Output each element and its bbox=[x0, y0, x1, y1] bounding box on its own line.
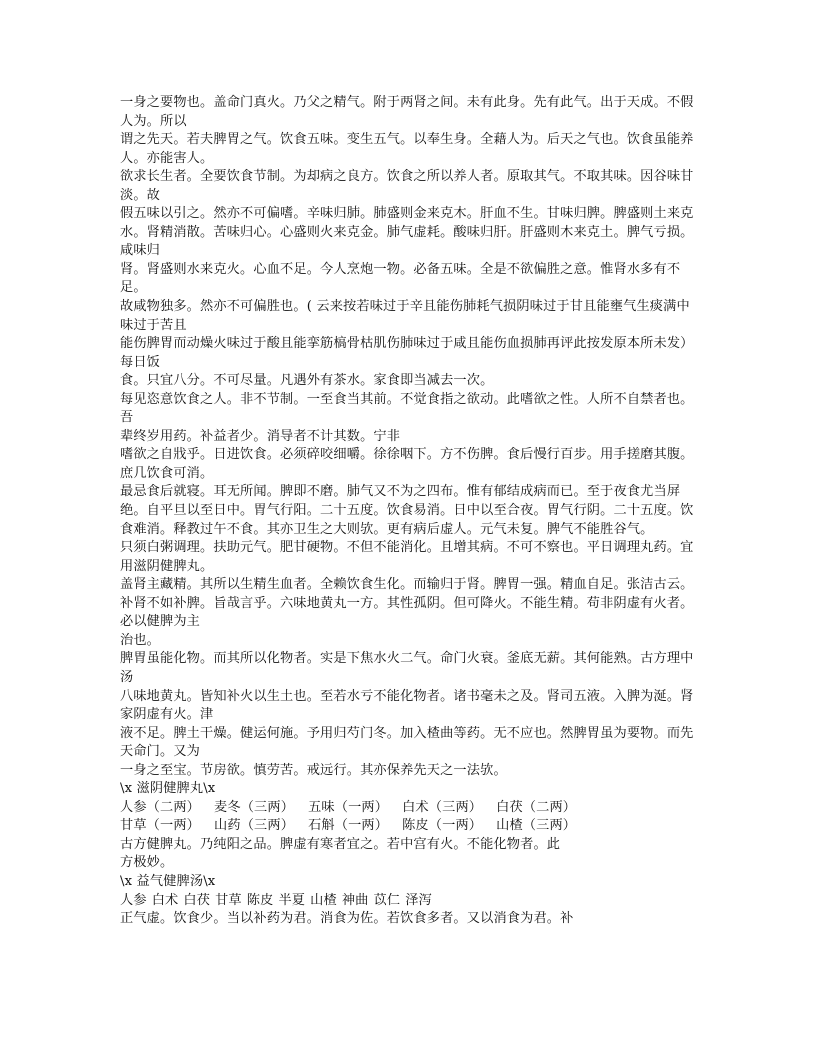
text-line: 辈终岁用药。补益者少。消导者不计其数。宁非 bbox=[120, 428, 401, 444]
formula-heading: \x 益气健脾汤\x bbox=[120, 873, 216, 889]
ingredient-row bbox=[120, 817, 702, 836]
text-line: 每见恣意饮食之人。非不节制。一至食当其前。不觉食指之欲动。此嗜欲之性。人所不自禁者也。吾 bbox=[120, 391, 694, 426]
formula-heading: \x 滋阴健脾丸\x bbox=[120, 781, 216, 797]
formula-note: 正气虚。饮食少。当以补药为君。消食为佐。若饮食多者。又以消食为君。补 bbox=[120, 911, 574, 927]
formula-note: 古方健脾丸。乃纯阳之品。脾虚有寒者宜之。若中宫有火。不能化物者。此 bbox=[120, 836, 561, 852]
ingredient: 陈皮（一两） bbox=[402, 818, 483, 834]
text-line: 一身之至宝。节房欲。慎劳苦。戒远行。其亦保养先天之一法欤。 bbox=[120, 762, 507, 778]
ingredient: 陈皮 bbox=[246, 892, 274, 908]
text-line: 欲求长生者。全要饮食节制。为却病之良方。饮食之所以养人者。原取其气。不取其味。因谷味甘淡。故 bbox=[120, 169, 694, 203]
text-line: 食。只宜八分。不可尽量。凡遇外有茶水。家食即当减去一次。 bbox=[120, 373, 494, 389]
ingredient: 苡仁 bbox=[373, 892, 401, 908]
text-line: 能伤脾胃而动燥火味过于酸且能挛筋槁骨枯肌伤肺味过于咸且能伤血损肺再评此按发原本所未发）每日饭 bbox=[120, 336, 694, 370]
text-line: 八味地黄丸。皆知补火以生土也。至若水亏不能化物者。诸书毫未之及。肾司五液。入脾为涎。肾家阴虚有火。津 bbox=[120, 688, 694, 723]
text-line: 液不足。脾土干燥。健运何施。予用归芍门冬。加入楂曲等药。无不应也。然脾胃虽为要物。而先天命门。又为 bbox=[120, 725, 694, 760]
ingredient: 白术（三两） bbox=[402, 799, 483, 815]
text-line: 故咸物独多。然亦不可偏胜也。( 云来按若味过于辛且能伤肺耗气损阴味过于甘且能壅气生痰满中味过于苦且 bbox=[120, 299, 690, 333]
ingredient: 山药（三两） bbox=[214, 818, 295, 834]
ingredient: 山楂 bbox=[310, 892, 337, 908]
ingredient: 人参 bbox=[120, 892, 147, 908]
ingredient: 人参（二两） bbox=[120, 799, 201, 815]
ingredient: 白茯（二两） bbox=[496, 799, 577, 815]
ingredient: 山楂（三两） bbox=[496, 818, 577, 834]
document-page bbox=[120, 94, 702, 929]
text-line: 一身之要物也。盖命门真火。乃父之精气。附于两肾之间。未有此身。先有此气。出于天成。不假人为。所以 bbox=[120, 95, 694, 129]
text-line: 盖肾主藏精。其所以生精生血者。全赖饮食生化。而输归于肾。脾胃一强。精血自足。张洁古云。补肾不如补脾。旨哉言乎。六味地黄丸一方。其性孤阴。但可降火。不能生精。苟非阴虚有火者。必以健脾为主 bbox=[120, 577, 694, 630]
ingredient: 白茯 bbox=[183, 892, 211, 908]
ingredient: 甘草（一两） bbox=[120, 818, 201, 834]
text-line: 只须白粥调理。扶助元气。肥甘硬物。不但不能消化。且增其病。不可不察也。平日调理丸药。宜用滋阴健脾丸。 bbox=[120, 540, 694, 574]
text-line: 绝。自平旦以至日中。胃气行阳。二十五度。饮食易消。日中以至合夜。胃气行阴。二十五度。饮食难消。释教过午不食。其亦卫生之大则欤。更有病后虚人。元气未复。脾气不能胜谷气。 bbox=[120, 503, 694, 537]
ingredient-row bbox=[120, 799, 702, 818]
ingredient: 五味（一两） bbox=[308, 799, 389, 815]
text-line: 脾胃虽能化物。而其所以化物者。实是下焦水火二气。命门火衰。釜底无薪。其何能熟。古方理中汤 bbox=[120, 651, 694, 685]
ingredient: 泽泻 bbox=[405, 892, 432, 908]
text-line: 谓之先天。若夫脾胃之气。饮食五味。变生五气。以奉生身。全藉人为。后天之气也。饮食虽能养人。亦能害人。 bbox=[120, 132, 694, 166]
ingredient: 半夏 bbox=[278, 892, 306, 908]
text-line: 治也。 bbox=[120, 632, 161, 648]
ingredient: 白术 bbox=[151, 892, 179, 908]
ingredient: 神曲 bbox=[341, 892, 369, 908]
text-line: 嗜欲之自戕乎。日进饮食。必须碎咬细嚼。徐徐咽下。方不伤脾。食后慢行百步。用手搓磨其腹。庶几饮食可消。 bbox=[120, 447, 694, 481]
ingredient: 麦冬（三两） bbox=[214, 799, 295, 815]
ingredient-row bbox=[120, 892, 702, 911]
ingredient: 甘草 bbox=[215, 892, 242, 908]
text-line: 假五味以引之。然亦不可偏嗜。辛味归肺。肺盛则金来克木。肝血不生。甘味归脾。脾盛则土来克水。肾精消散。苦味归心。心盛则火来克金。肺气虚耗。酸味归肝。肝盛则木来克土。脾气亏损。咸味归 bbox=[120, 206, 694, 259]
text-line: 最忌食后就寝。耳无所闻。脾即不磨。肺气又不为之四布。惟有郁结成病而已。至于夜食尤当屏 bbox=[120, 484, 681, 500]
text-line: 肾。肾盛则水来克火。心血不足。今人烹炮一物。必备五味。全是不欲偏胜之意。惟肾水多有不足。 bbox=[120, 261, 681, 296]
ingredient: 石斛（一两） bbox=[308, 818, 389, 834]
formula-note: 方极妙。 bbox=[120, 855, 174, 871]
